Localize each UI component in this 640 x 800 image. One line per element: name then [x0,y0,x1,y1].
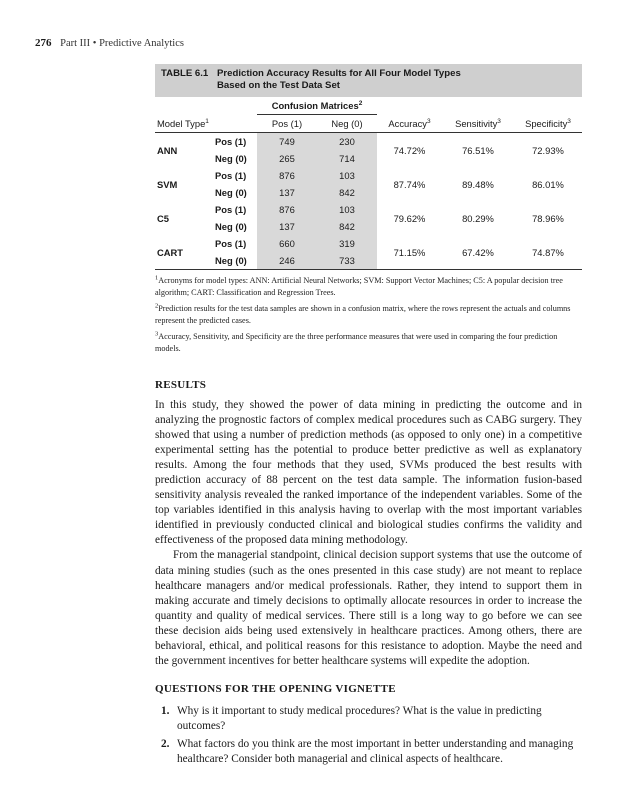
table-6-1 [155,64,582,359]
class-label: Pos (1) [215,204,247,215]
neg-value: 230 [317,133,377,151]
model-type-header: Model Type$^1$ [155,115,257,133]
specificity-header: Specificity$^3$ [514,115,582,133]
sensitivity-value: 89.48% [462,178,494,190]
table-title-line-2: Based on the Test Data Set [217,80,340,91]
pos-value: 137 [257,184,317,201]
neg-header: Neg (0) [317,115,377,133]
class-label: Pos (1) [215,170,247,181]
specificity-value: 74.87% [514,235,582,270]
accuracy-value: 74.72% [393,144,426,156]
footnote: $^3$Accuracy, Sensitivity, and Specificity are the three performance measures that were used in comparing the four prediction models. [155,330,558,353]
neg-value: 714 [317,150,377,167]
pos-value: 660 [257,235,317,252]
sensitivity-header: Sensitivity$^3$ [442,115,514,133]
results-table [155,97,582,270]
running-head [35,37,184,49]
class-label: Neg (0) [215,187,247,198]
specificity-value: 78.96% [532,212,564,224]
pos-value: 876 [257,201,317,218]
page-number: 276 [35,37,52,49]
sensitivity-value: 67.42% [442,235,514,270]
sensitivity-value: 76.51% [462,144,494,156]
neg-value: 319 [317,235,377,252]
class-label: Neg (0) [211,252,257,270]
questions-list [155,704,582,770]
results-body [155,398,582,669]
table-footnotes [155,275,582,355]
model-name: C5 [157,212,169,224]
table-title [217,68,576,92]
table-row [155,235,582,252]
table-title-line-1: Prediction Accuracy Results for All Four Model Types [217,68,461,79]
pos-header: Pos (1) [257,115,317,133]
model-name: CART [157,246,184,258]
pos-value: 876 [257,167,317,184]
class-label: Pos (1) [215,136,247,147]
table-row [155,201,582,218]
neg-value: 103 [317,201,377,218]
class-label: Pos (1) [215,238,247,249]
model-name: SVM [157,178,178,190]
confusion-matrices-header: Confusion Matrices$^2$ [257,97,377,115]
table-label: TABLE 6.1 [161,68,209,79]
class-label: Neg (0) [215,221,247,232]
part-title: Part III • Predictive Analytics [60,38,184,49]
neg-value: 733 [317,252,377,270]
question-number: 1. [161,705,170,717]
table-title-bar [155,64,582,97]
accuracy-value: 87.74% [393,178,426,190]
accuracy-value: 71.15% [377,235,442,270]
table-row [155,133,582,151]
neg-value: 842 [317,184,377,201]
specificity-value: 86.01% [532,178,564,190]
pos-value: 749 [257,133,317,151]
footnote: $^1$Acronyms for model types: ANN: Artificial Neural Networks; SVM: Support Vector Machines; C5: A popular decision tree algorithm; CART: Classification and Regression Trees. [155,274,563,297]
results-paragraph-1: In this study, they showed the power of data mining in predicting the outcome and in analyzing the prognostic factors of complex medical procedures such as CABG surgery. They showed that using a number of prediction methods (as opposed to only one) in a competitive experimental setting has the potential to produce better predictive as well as explanatory results. Among the four methods that they used, SVMs produced the best results with prediction accuracy of 88 percent on the test data sample. The information fusion-based sensitivity analysis revealed the ranked importance of the independent variables. Some of the top variables identified in this analysis having to overlap with the most important variables identified in previously conducted clinical and biological studies confirms the validity and effectiveness of the proposed data mining methodology. [155,399,582,547]
list-item [155,704,582,734]
question-number: 2. [161,738,170,750]
accuracy-value: 79.62% [393,212,426,224]
sensitivity-value: 80.29% [462,212,494,224]
table-row [155,167,582,184]
question-text: Why is it important to study medical procedures? What is the value in predicting outcomes? [177,705,542,732]
pos-value: 137 [257,218,317,235]
results-paragraph-2: From the managerial standpoint, clinical decision support systems that use the outcome of data mining studies (such as the ones presented in this case study) are not meant to replace healthcare managers and/or medical professionals. Rather, they intend to support them in making accurate and timely decisions to optimally allocate resources in order to increase the quantity and quality of medical services. There still is a long way to go before we can see these decision aids being used extensively in healthcare practices. Among others, there are behavioral, ethical, and political reasons for this resistance to adoption. Maybe the need and the government incentives for better healthcare systems will expedite the adoption. [155,549,582,667]
question-text: What factors do you think are the most important in better understanding and managing healthcare? Consider both managerial and clinical aspects of healthcare. [177,738,574,765]
accuracy-header: Accuracy$^3$ [377,115,442,133]
pos-value: 246 [257,252,317,270]
specificity-value: 72.93% [532,144,564,156]
class-label: Neg (0) [215,153,247,164]
neg-value: 103 [317,167,377,184]
list-item [155,737,582,767]
pos-value: 265 [257,150,317,167]
footnote: $^2$Prediction results for the test data samples are shown in a confusion matrix, where the rows represent the actuals and columns represent the predicted cases. [155,302,571,325]
results-heading: RESULTS [155,379,207,391]
model-name: ANN [157,144,178,156]
neg-value: 842 [317,218,377,235]
questions-heading: QUESTIONS FOR THE OPENING VIGNETTE [155,683,396,695]
